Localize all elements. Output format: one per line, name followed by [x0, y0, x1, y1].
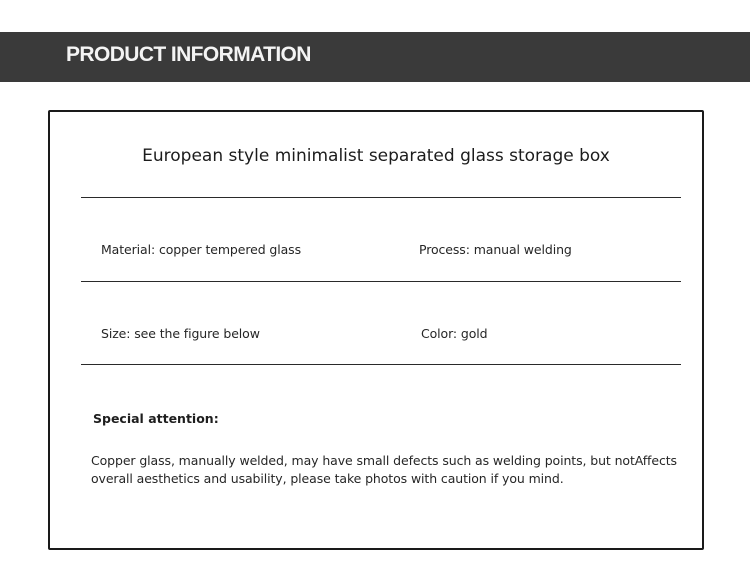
divider	[81, 364, 681, 365]
spec-color: Color: gold	[421, 326, 488, 341]
section-title: PRODUCT INFORMATION	[66, 43, 311, 66]
product-info-card	[48, 110, 704, 550]
divider	[81, 281, 681, 282]
spec-size: Size: see the figure below	[101, 326, 260, 341]
spec-material: Material: copper tempered glass	[101, 242, 302, 257]
header-banner	[0, 32, 750, 82]
attention-text: Copper glass, manually welded, may have small defects such as welding points, but notAffects overall aesthetics and usability, please take photos with caution if you mind.	[91, 453, 677, 486]
divider	[81, 197, 681, 198]
attention-heading: Special attention:	[93, 411, 219, 426]
spec-process: Process: manual welding	[419, 242, 572, 257]
product-name: European style minimalist separated glass storage box	[142, 146, 610, 166]
